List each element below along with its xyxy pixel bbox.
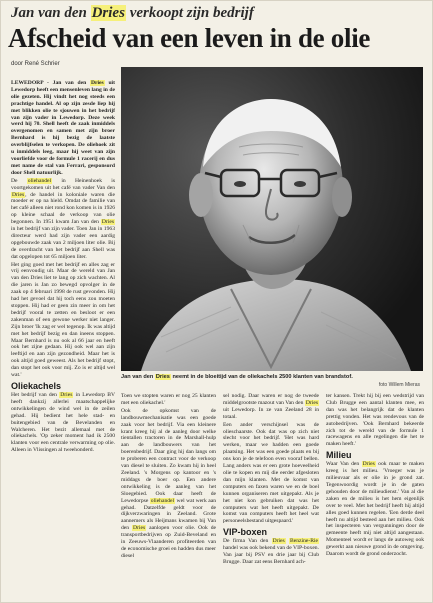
dateline: LEWEDORP -: [11, 80, 49, 86]
article-byline: door René Schrier: [11, 61, 60, 67]
photo-caption: Jan van den Dries neemt in de bloeitijd van de oliekachels 2500 klanten van brandstof.: [121, 374, 353, 380]
portrait-photo-image: [121, 67, 423, 371]
photo-credit: foto Willem Mieras: [378, 382, 420, 388]
subheading-oliekachels: Oliekachels: [11, 380, 62, 391]
body-paragraph: Het ging goed met het bedrijf en alles zag er vrij eenvoudig uit. Maar de wereld van Jan van den Dries liet te lang op zich wachten. Al die jaren is Jan zo bewegd opvolger in de zaak op 4 februari 1998 de rust gevonden. Hij had het gevoel dat hij toch eens zou moeten stoppen. Hij had er geen zin meer in om het bedrijf vooral te zetten en besloot er een zakenman of een gewone werker niet langer. Zijn broer 'Ik zag er wel tegenop. Ik was altijd met het bedrijf bezig en dan ineens stoppen. Maar Bernhard is nu ook al 66 jaar en heeft ook het zijne gedaan. Hij ook wel aan zijn leeftijd en aan zijn gezondheid. Maar het is ook altijd goed geweest. Als het bedrijf stopt, dan stopt het ook voor mij. Zo is er altijd wel wat.': [11, 261, 115, 379]
article-column-1: [11, 80, 115, 598]
subheading-milieu: Milieu: [326, 450, 352, 461]
body-paragraph: De oliehandel in Heinenhoek is voortgekomen uit het café van vader Van den Dries, de handel in koloniale waren die moeder er op na hield. Omdat de familie van het café alleen niet rond kon komen is in 1926 op kleine schaal de verkoop van olie begonnen. In 1951 kwam Jan van den Dries in het bedrijf van zijn vader. Toen Jan in 1963 directeur werd had zijn vader een aardig opgebouwde zaak van 2 miljoen liter olie. Bij de overdracht van het bedrijf aan Shell was dat opgelopen tot 65 miljoen liter.: [11, 177, 115, 260]
body-paragraph: ter kansen. Trekt hij bij een wedstrijd van Club Brugge een aantal klanten mee, en dan was het belangrijk dat de klanten prettig vonden. Het was rendevous van de autobedrijven. 'Ook Bernhard bekeerde zich tot de wereld van de formule 1 racewagens en alle regelingen die het te maken heeft.': [326, 393, 424, 448]
body-paragraph: Een ander verschijnsel was de olieschaarste. Ook dat was op zich niet slecht voor het bedrijf. 'Het was hard werken, maar we hadden een goede plaatsing. Het was een goede plaats en bij ons kon je de telefoon even vooraf bellen. Lang anders was er een grote hoeveelheid olie te kopen en mij die eerder afgesloten dan mijn klanten. Met de komst van computers en faxen waren we en de boel kunnen organiseren met uitgepakt. Als je het niet kon gebruiken dat was het computers wat het heeft uitgepakt. De komst van computers heeft het heel wat personeelsbestand uitgespaard.': [223, 421, 319, 525]
article-column-4: [326, 393, 424, 598]
body-paragraph: Ook de opkomst van de landbouwmechanisatie was een goede zaak voor het bedrijf. Via een kleinere krant kreeg hij al de aanleg door welke tientallen tractoren in de Marshall-hulp aan de landbouwers van het boerenbedrijf. Daar ging hij dan langs om te proberen een contract voor de verkoop van diesel te sluiten. Zo kwam hij in heel Zeeland. 's Morgens op kantoor en 's middags de boer op. Een andere ontwikkeling is de aanleg van het Sloegebied. Ook daar heeft de Lewedorpse oliehandel wel wat werk aan gehad. Datzelfde geldt voor de dijkverzwaringen in Zeeland. Grote aannemers als Heijmans kwamen bij Van den Dries aanlopen voor olie. Ook de transportbedrijven op Zuid-Beveland en in Zeeuws-Vlaanderen profiteerden van de economische groei en hadden dus meer diesel: [121, 407, 216, 559]
body-paragraph: De firma Van den Dries Benzine-Rie handel was ook bekend van de VIP-boxen. Van jaar bij PSV en drie jaar bij Club Brugge. Daar zat eens Bernhard ach-: [223, 538, 319, 565]
body-paragraph: Het bedrijf van den Dries in Lewedorp BV heeft dankzij allerlei maatschappelijke ontwikkelingen de wind wel in de zeilen gehad. Hij bedient het hele stad- en buitengebied van de Bevelanden en Walcheren. Het bezit allemaal met de oliekachels. 'Op zeker moment had ik 2500 klanten voor een centrale verwarming op olie. Alleen in Vlissingen al tweehonderd.: [11, 391, 115, 454]
lead-paragraph: LEWEDORP - Jan van den Dries uit Lewedorp heeft een mensenleven lang in de olie gezeten. Hij vindt het nog steeds een prachtige handel. Al op zijn zesde liep hij met blikken olie te sjouwen in het bedrijf van zijn vader in Lewedorp. Deze week werd hij 70. Shell heeft de zaak inmiddels overgenomen en samen met zijn broer Bernhard is hij bezig de laatste overblijfselen te verkopen. De oliehoek zit u inmiddels leeg, maar hij weet van zijn voorliefde voor de formule 1 racerij en dus met name de stal van Ferrari, gesponsord door Shell natuurlijk.: [11, 80, 115, 176]
article-column-3: [223, 393, 319, 598]
article-headline: Afscheid van een leven in de olie: [8, 23, 371, 53]
article-photo: [121, 67, 423, 371]
body-paragraph: sel nodig. Daar waren er nog de tweede middelgrootste mazout van Van den Dries uit Lewedorp. In ze van Zeeland 28 in totaal.: [223, 393, 319, 420]
subheading-vip-boxen: VIP-boxen: [223, 527, 268, 538]
body-paragraph: Waar Van den Dries ook maar te maken kreeg is het milieu. 'Vroeger was je milieuvaar als er olie in je grond zat. Tegenwoordig wordt je in de gaten gehouden door de milieudienst.' Van al die zaken en de milieu is het hem eigenlijk over te veel. Met het bedrijf heeft hij altijd alles goed kunnen regelen. 'Een derde deel heeft nu altijd besteed aan het milieu. Ook het inspecteren van vergunningen door de gemeente heeft mij niet altijd aangestaan. Momenteel wordt er langs de autoweg ook gewerkt aan nieuwe grond in de omgeving. Daarom wordt de grond onderzocht.: [326, 461, 424, 558]
article-kicker: Jan van den Dries verkoopt zijn bedrijf: [11, 5, 254, 21]
body-paragraph: Toen we stopten waren er nog 25 klanten met een oliekachel.': [121, 393, 216, 406]
kicker-highlight: Dries: [91, 5, 125, 21]
article-column-2: [121, 393, 216, 598]
